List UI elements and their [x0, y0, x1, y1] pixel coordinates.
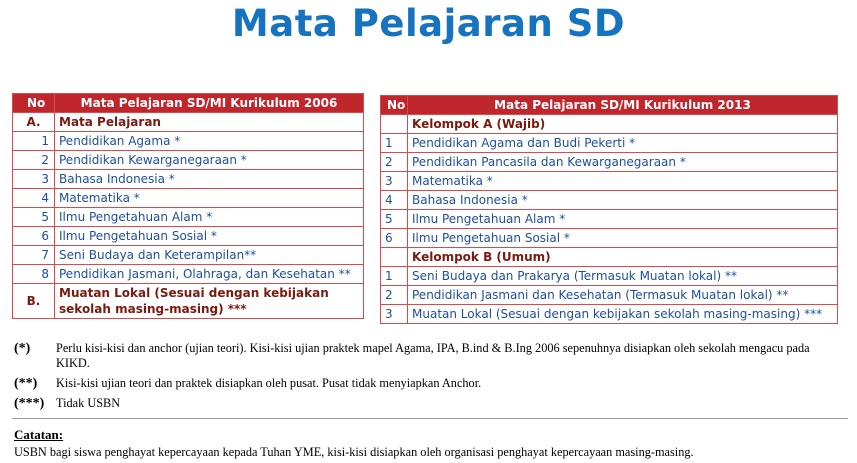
- table-row: [381, 134, 838, 153]
- table-row: [381, 267, 838, 286]
- footnotes: [14, 341, 844, 416]
- row-label: Seni Budaya dan Prakarya (Termasuk Muatan lokal) **: [408, 267, 838, 286]
- row-no: 2: [13, 151, 55, 170]
- row-no: 2: [381, 286, 408, 305]
- row-label: Muatan Lokal (Sesuai dengan kebijakan sekolah masing-masing) ***: [408, 305, 838, 324]
- footnote-mark: (**): [14, 376, 38, 391]
- table-row: [381, 229, 838, 248]
- table-row: [13, 189, 364, 208]
- table-row: [381, 153, 838, 172]
- divider: [12, 418, 848, 419]
- footnote-mark: (*): [14, 341, 31, 356]
- table-row: [381, 172, 838, 191]
- row-label: Pendidikan Jasmani dan Kesehatan (Termasuk Muatan lokal) **: [408, 286, 838, 305]
- curriculum-2013-table: [380, 95, 838, 324]
- row-no: 4: [381, 191, 408, 210]
- table-row: [13, 227, 364, 246]
- row-label: Bahasa Indonesia *: [55, 170, 364, 189]
- curriculum-2006-table: [12, 93, 364, 319]
- section-a-no: A.: [13, 113, 55, 132]
- footnote: [14, 341, 844, 371]
- row-no: 6: [13, 227, 55, 246]
- group-b-row: [381, 248, 838, 267]
- table-row: [13, 208, 364, 227]
- header-title: Mata Pelajaran SD/MI Kurikulum 2006: [55, 94, 364, 113]
- group-b-label: Kelompok B (Umum): [408, 248, 838, 267]
- row-label: Matematika *: [55, 189, 364, 208]
- row-no: 6: [381, 229, 408, 248]
- footnote-mark: (***): [14, 396, 45, 411]
- section-a-row: [13, 113, 364, 132]
- catatan-title: Catatan:: [14, 427, 64, 442]
- row-no: 4: [13, 189, 55, 208]
- row-label: Pendidikan Pancasila dan Kewarganegaraan *: [408, 153, 838, 172]
- table-row: [381, 286, 838, 305]
- header-title: Mata Pelajaran SD/MI Kurikulum 2013: [408, 96, 838, 115]
- section-b-no: B.: [13, 284, 55, 319]
- footnote-text: Tidak USBN: [56, 396, 121, 410]
- footnote: [14, 376, 844, 391]
- table-row: [13, 170, 364, 189]
- row-label: Matematika *: [408, 172, 838, 191]
- row-no: 1: [13, 132, 55, 151]
- group-a-label: Kelompok A (Wajib): [408, 115, 838, 134]
- group-a-row: [381, 115, 838, 134]
- row-label: Pendidikan Agama *: [55, 132, 364, 151]
- row-label: Pendidikan Kewarganegaraan *: [55, 151, 364, 170]
- section-b-label: Muatan Lokal (Sesuai dengan kebijakan sekolah masing-masing) ***: [55, 284, 364, 319]
- footnote-text: Perlu kisi-kisi dan anchor (ujian teori). Kisi-kisi ujian praktek mapel Agama, IPA, B.ind & B.Ing 2006 sepenuhnya disiapkan oleh sekolah mengacu pada KIKD.: [56, 341, 810, 370]
- row-label: Pendidikan Agama dan Budi Pekerti *: [408, 134, 838, 153]
- section-a-label: Mata Pelajaran: [55, 113, 364, 132]
- row-no: 7: [13, 246, 55, 265]
- row-no: 3: [381, 172, 408, 191]
- table-row: [381, 210, 838, 229]
- group-a-no-cell: [381, 115, 408, 134]
- header-no: No: [381, 96, 408, 115]
- catatan-section: [14, 427, 694, 460]
- section-b-row: [13, 284, 364, 319]
- row-label: Ilmu Pengetahuan Alam *: [55, 208, 364, 227]
- catatan-body: USBN bagi siswa penghayat kepercayaan kepada Tuhan YME, kisi-kisi disiapkan oleh organisasi penghayat kepercayaan masing-masing.: [14, 445, 694, 459]
- table-row: [381, 305, 838, 324]
- row-no: 2: [381, 153, 408, 172]
- group-b-no-cell: [381, 248, 408, 267]
- row-no: 8: [13, 265, 55, 284]
- footnote-text: Kisi-kisi ujian teori dan praktek disiapkan oleh pusat. Pusat tidak menyiapkan Anchor.: [56, 376, 482, 390]
- row-no: 3: [13, 170, 55, 189]
- row-no: 5: [381, 210, 408, 229]
- row-no: 5: [13, 208, 55, 227]
- row-no: 1: [381, 267, 408, 286]
- header-no: No: [13, 94, 55, 113]
- page-title: Mata Pelajaran SD: [231, 2, 626, 45]
- row-label: Ilmu Pengetahuan Sosial *: [408, 229, 838, 248]
- table-header-row: [13, 94, 364, 113]
- table-row: [13, 151, 364, 170]
- table-row: [381, 191, 838, 210]
- table-row: [13, 265, 364, 284]
- row-label: Pendidikan Jasmani, Olahraga, dan Kesehatan **: [55, 265, 364, 284]
- row-no: 1: [381, 134, 408, 153]
- table-row: [13, 246, 364, 265]
- row-label: Seni Budaya dan Keterampilan**: [55, 246, 364, 265]
- row-label: Ilmu Pengetahuan Sosial *: [55, 227, 364, 246]
- footnote: [14, 396, 844, 411]
- row-label: Bahasa Indonesia *: [408, 191, 838, 210]
- table-header-row: [381, 96, 838, 115]
- table-row: [13, 132, 364, 151]
- row-label: Ilmu Pengetahuan Alam *: [408, 210, 838, 229]
- row-no: 3: [381, 305, 408, 324]
